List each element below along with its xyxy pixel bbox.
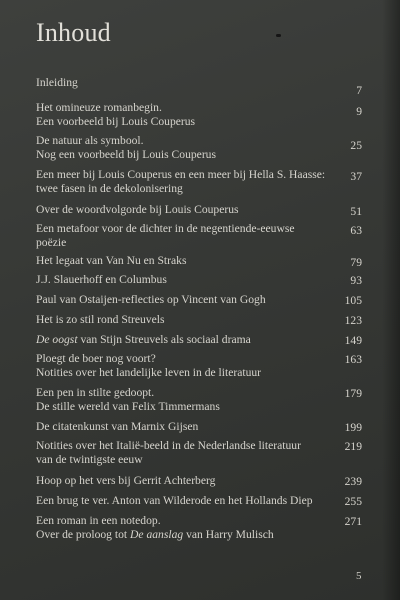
toc-entry-line-2: van de twintigste eeuw xyxy=(36,453,143,466)
toc-entry xyxy=(36,386,362,414)
toc-entry xyxy=(36,203,362,217)
toc-entry-page: 25 xyxy=(350,139,362,152)
toc-entry-line-1-rest: van Stijn Streuvels als sociaal drama xyxy=(77,333,251,346)
page-title: Inhoud xyxy=(36,18,111,47)
toc-entry-title xyxy=(36,293,326,307)
toc-entry xyxy=(36,494,362,508)
toc-entry xyxy=(36,420,362,434)
toc-entry-title xyxy=(36,134,326,162)
toc-entry-page: 255 xyxy=(344,495,362,508)
toc-entry-line-1: J.J. Slauerhoff en Columbus xyxy=(36,273,167,286)
toc-entry-page: 179 xyxy=(344,387,362,400)
toc-entry-title xyxy=(36,420,326,434)
toc-entry-line-1: Notities over het Italië-beeld in de Nederlandse literatuur xyxy=(36,439,301,452)
toc-entry-line-1: Een roman in een notedop. xyxy=(36,514,161,527)
ink-speck xyxy=(276,34,281,37)
toc-entry xyxy=(36,254,362,268)
toc-entry-line-2-pre: Over de proloog tot xyxy=(36,528,131,541)
toc-entry-title xyxy=(36,494,346,508)
toc-entry xyxy=(36,474,362,488)
toc-entry xyxy=(36,273,362,287)
toc-entry-page: 271 xyxy=(344,515,362,528)
toc-entry-line-1 xyxy=(36,333,326,347)
toc-entry-line-2: poëzie xyxy=(36,236,67,249)
toc-entry-title xyxy=(36,386,326,414)
toc-entry-line-1: Hoop op het vers bij Gerrit Achterberg xyxy=(36,474,216,487)
toc-entry-line-2: Nog een voorbeeld bij Louis Couperus xyxy=(36,148,216,161)
toc-entry-page: 37 xyxy=(350,170,362,183)
toc-entry-page: 239 xyxy=(344,475,362,488)
page-edge-shadow xyxy=(382,0,400,600)
toc-entry-line-1: Over de woordvolgorde bij Louis Couperus xyxy=(36,203,239,216)
toc-entry-title xyxy=(36,514,326,542)
toc-entry-page: 51 xyxy=(350,205,362,218)
toc-entry xyxy=(36,293,362,307)
toc-entry-page: 7 xyxy=(356,84,362,97)
book-title-italic: De aanslag xyxy=(130,528,184,541)
toc-entry-title xyxy=(36,168,356,196)
toc-entry-title xyxy=(36,313,326,327)
toc-entry-line-1: Een meer bij Louis Couperus en een meer bij Hella S. Haasse: xyxy=(36,168,326,181)
toc-entry-title xyxy=(36,203,326,217)
toc-entry-line-1: De natuur als symbool. xyxy=(36,134,144,147)
toc-entry-line-2-post: van Harry Mulisch xyxy=(183,528,274,541)
toc-entry xyxy=(36,333,362,347)
toc-entry-line-1: Het omineuze romanbegin. xyxy=(36,101,162,114)
toc-entry-title xyxy=(36,333,326,347)
toc-entry-line-1: De citatenkunst van Marnix Gijsen xyxy=(36,420,199,433)
toc-entry-title xyxy=(36,474,326,488)
toc-entry-line-1: Een brug te ver. Anton van Wilderode en het Hollands Diep xyxy=(36,494,313,507)
toc-entry-title xyxy=(36,273,326,287)
toc-entry-title xyxy=(36,76,326,90)
toc-entry-page: 149 xyxy=(344,334,362,347)
toc-entry-line-1: Het legaat van Van Nu en Straks xyxy=(36,254,187,267)
toc-entry-title xyxy=(36,439,346,467)
toc-entry-page: 123 xyxy=(344,314,362,327)
toc-entry-title xyxy=(36,254,326,268)
book-title-italic: De oogst xyxy=(36,333,78,346)
toc-entry-page: 79 xyxy=(350,256,362,269)
toc-entry-title xyxy=(36,101,326,129)
toc-entry-page: 93 xyxy=(350,274,362,287)
toc-entry-line-1: Paul van Ostaijen-reflecties op Vincent van Gogh xyxy=(36,293,266,306)
toc-entry-title xyxy=(36,222,326,250)
toc-entry xyxy=(36,514,362,542)
toc-entry-page: 63 xyxy=(350,224,362,237)
toc-entry xyxy=(36,76,362,97)
toc-entry-page: 199 xyxy=(344,421,362,434)
toc-entry-line-2: Notities over het landelijke leven in de literatuur xyxy=(36,366,262,379)
toc-entry-line-1: Inleiding xyxy=(36,76,78,89)
toc-entry-page: 219 xyxy=(344,440,362,453)
toc-entry xyxy=(36,439,362,467)
toc-entry-line-1: Een metafoor voor de dichter in de negentiende-eeuwse xyxy=(36,222,295,235)
toc-entry-line-2: De stille wereld van Felix Timmermans xyxy=(36,400,220,413)
toc-entry xyxy=(36,352,362,380)
toc-entry xyxy=(36,101,362,129)
toc-entry-page: 105 xyxy=(344,294,362,307)
toc-entry-line-1: Een pen in stilte gedoopt. xyxy=(36,386,155,399)
toc-entry xyxy=(36,313,362,327)
toc-entry-line-2: Een voorbeeld bij Louis Couperus xyxy=(36,115,196,128)
toc-entry-line-1: Ploegt de boer nog voort? xyxy=(36,352,156,365)
toc-entry xyxy=(36,134,362,162)
toc-entry-line-2: twee fasen in de dekolonisering xyxy=(36,182,183,195)
toc-entry-page: 163 xyxy=(344,353,362,366)
toc-entry-line-1: Het is zo stil rond Streuvels xyxy=(36,313,165,326)
page-number: 5 xyxy=(356,570,362,582)
toc-entry-page: 9 xyxy=(356,105,362,118)
toc-entry-line-2 xyxy=(36,528,326,542)
toc-entry-title xyxy=(36,352,326,380)
toc-entry xyxy=(36,222,362,250)
toc-entry xyxy=(36,168,362,196)
